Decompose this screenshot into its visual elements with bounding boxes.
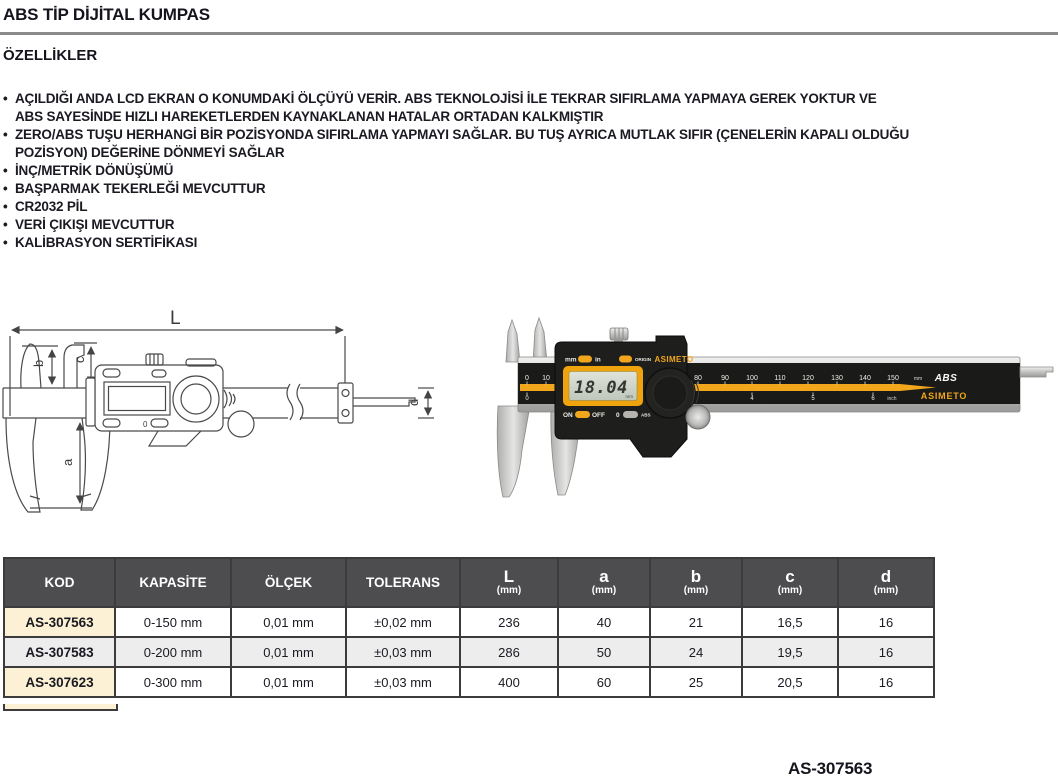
header-olcek: ÖLÇEK xyxy=(231,558,346,607)
thumb-roller-outline xyxy=(228,411,254,437)
svg-text:inch: inch xyxy=(887,396,897,402)
svg-text:140: 140 xyxy=(859,375,871,382)
value-cell: 20,5 xyxy=(742,667,838,697)
value-cell: 16 xyxy=(838,637,934,667)
value-cell: 25 xyxy=(650,667,742,697)
photo-lower-jaw-fixed xyxy=(497,406,530,497)
header-b-letter: b xyxy=(690,567,702,586)
zero-button-label[interactable]: 0 xyxy=(616,412,620,419)
header-L-unit: (mm) xyxy=(496,585,522,596)
drawing-zero-label: 0 xyxy=(143,420,148,429)
on-off-button[interactable] xyxy=(575,411,590,418)
svg-text:100: 100 xyxy=(746,375,758,382)
head-brand-text: ASIMETO xyxy=(654,355,694,364)
features-list xyxy=(3,90,1048,252)
value-cell: 19,5 xyxy=(742,637,838,667)
value-cell: 16,5 xyxy=(742,607,838,637)
page-title: ABS TİP DİJİTAL KUMPAS xyxy=(3,5,210,24)
photo-stripe-main xyxy=(688,384,936,391)
table-row xyxy=(4,667,934,697)
svg-text:10: 10 xyxy=(542,375,550,382)
spec-table-header xyxy=(4,558,934,607)
thumb-wheel[interactable] xyxy=(686,405,710,429)
code-cell: AS-307623 xyxy=(4,667,115,697)
header-L xyxy=(460,558,558,607)
svg-text:5: 5 xyxy=(811,396,815,402)
svg-text:90: 90 xyxy=(721,375,729,382)
code-cell: AS-307563 xyxy=(4,607,115,637)
value-cell: 40 xyxy=(558,607,650,637)
value-cell: ±0,03 mm xyxy=(346,637,460,667)
svg-text:120: 120 xyxy=(802,375,814,382)
value-cell: ±0,02 mm xyxy=(346,607,460,637)
value-cell: 236 xyxy=(460,607,558,637)
header-a xyxy=(558,558,650,607)
abs-button-label[interactable]: ABS xyxy=(641,412,651,418)
product-code-caption: AS-307563 xyxy=(788,759,873,778)
header-kod: KOD xyxy=(4,558,115,607)
on-button-label[interactable]: ON xyxy=(563,412,573,419)
feature-item: • BAŞPARMAK TEKERLEĞİ MEVCUTTUR xyxy=(3,180,1048,198)
origin-button[interactable] xyxy=(619,356,632,363)
value-cell: 16 xyxy=(838,667,934,697)
spec-table xyxy=(3,557,935,698)
svg-text:150: 150 xyxy=(887,375,899,382)
header-d-letter: d xyxy=(880,567,892,586)
value-cell: ±0,03 mm xyxy=(346,667,460,697)
depth-rod xyxy=(1020,367,1053,377)
svg-text:4: 4 xyxy=(750,396,754,402)
value-cell: 24 xyxy=(650,637,742,667)
mm-in-button[interactable] xyxy=(578,356,592,363)
lcd-unit: mm xyxy=(625,394,633,399)
dim-a-label: a xyxy=(60,458,75,466)
value-cell: 0-150 mm xyxy=(115,607,231,637)
header-d-unit: (mm) xyxy=(873,585,899,596)
beam-brand-text: ASIMETO xyxy=(920,391,968,401)
code-cell: AS-307583 xyxy=(4,637,115,667)
value-cell: 0,01 mm xyxy=(231,607,346,637)
photo-upper-jaw-moving xyxy=(533,318,547,362)
technical-drawing xyxy=(0,300,470,550)
dim-c-label: c xyxy=(72,356,87,363)
slider-clamp xyxy=(86,378,95,426)
header-a-unit: (mm) xyxy=(591,585,617,596)
value-cell: 0-200 mm xyxy=(115,637,231,667)
value-cell: 400 xyxy=(460,667,558,697)
feature-item: • İNÇ/METRİK DÖNÜŞÜMÜ xyxy=(3,162,1048,180)
svg-text:0: 0 xyxy=(525,396,529,402)
table-row xyxy=(4,637,934,667)
svg-text:6: 6 xyxy=(871,396,875,402)
header-c xyxy=(742,558,838,607)
dim-d-label: d xyxy=(406,398,421,406)
value-cell: 21 xyxy=(650,607,742,637)
body-wedge xyxy=(149,431,201,446)
value-cell: 0-300 mm xyxy=(115,667,231,697)
dim-L-label: L xyxy=(170,308,181,329)
header-c-letter: c xyxy=(785,567,795,586)
svg-text:80: 80 xyxy=(694,375,702,382)
zero-abs-button[interactable] xyxy=(623,411,638,418)
dim-b-label: b xyxy=(31,359,46,367)
value-cell: 0,01 mm xyxy=(231,637,346,667)
off-button-label[interactable]: OFF xyxy=(592,412,605,419)
spec-table-body xyxy=(4,607,934,697)
value-cell: 50 xyxy=(558,637,650,667)
feature-item: • KALİBRASYON SERTİFİKASI xyxy=(3,234,1048,252)
photo-upper-jaw-fixed xyxy=(506,320,520,362)
abs-logo: ABS xyxy=(934,373,958,384)
feature-item: • VERİ ÇIKIŞI MEVCUTTUR xyxy=(3,216,1048,234)
mm-button-label[interactable]: mm xyxy=(565,356,577,364)
features-heading: ÖZELLİKLER xyxy=(3,47,98,64)
photo-stripe-left xyxy=(520,384,556,391)
kod-column-tab xyxy=(3,704,118,711)
product-photo xyxy=(480,300,1058,510)
header-d xyxy=(838,558,934,607)
lcd-value: 18.04 xyxy=(574,378,628,398)
svg-text:mm: mm xyxy=(913,376,923,382)
feature-item: • AÇILDIĞI ANDA LCD EKRAN O KONUMDAKİ ÖLÇÜYÜ VERİR. ABS TEKNOLOJİSİ İLE TEKRAR SIFIRLAMA YAPMAYA GEREK YOKTUR VE ABS SAYESİNDE HIZLI HAREKETLERDEN KAYNAKLANAN HATALAR ORTADAN KALKMIŞTIR xyxy=(3,90,1048,126)
svg-text:0: 0 xyxy=(525,375,529,382)
svg-text:110: 110 xyxy=(774,375,786,382)
title-divider xyxy=(0,32,1058,35)
header-a-letter: a xyxy=(599,567,609,586)
value-cell: 0,01 mm xyxy=(231,667,346,697)
feature-item: • CR2032 PİL xyxy=(3,198,1048,216)
svg-text:130: 130 xyxy=(831,375,843,382)
in-button-label[interactable]: in xyxy=(595,356,601,364)
header-tolerans: TOLERANS xyxy=(346,558,460,607)
beam-break xyxy=(287,384,303,420)
table-row xyxy=(4,607,934,637)
header-L-letter: L xyxy=(503,567,515,586)
upper-jaw-moving xyxy=(64,345,84,388)
value-cell: 60 xyxy=(558,667,650,697)
feature-item: • ZERO/ABS TUŞU HERHANGİ BİR POZİSYONDA SIFIRLAMA YAPMAYI SAĞLAR. BU TUŞ AYRICA MUTLAK SIFIR (ÇENELERİN KAPALI OLDUĞU POZİSYON) DEĞERİNE DÖNMEYİ SAĞLAR xyxy=(3,126,1048,162)
value-cell: 286 xyxy=(460,637,558,667)
header-c-unit: (mm) xyxy=(777,585,803,596)
header-b-unit: (mm) xyxy=(683,585,709,596)
value-cell: 16 xyxy=(838,607,934,637)
header-kapasite: KAPASİTE xyxy=(115,558,231,607)
origin-button-label[interactable]: ORIGIN xyxy=(635,357,652,362)
header-b xyxy=(650,558,742,607)
